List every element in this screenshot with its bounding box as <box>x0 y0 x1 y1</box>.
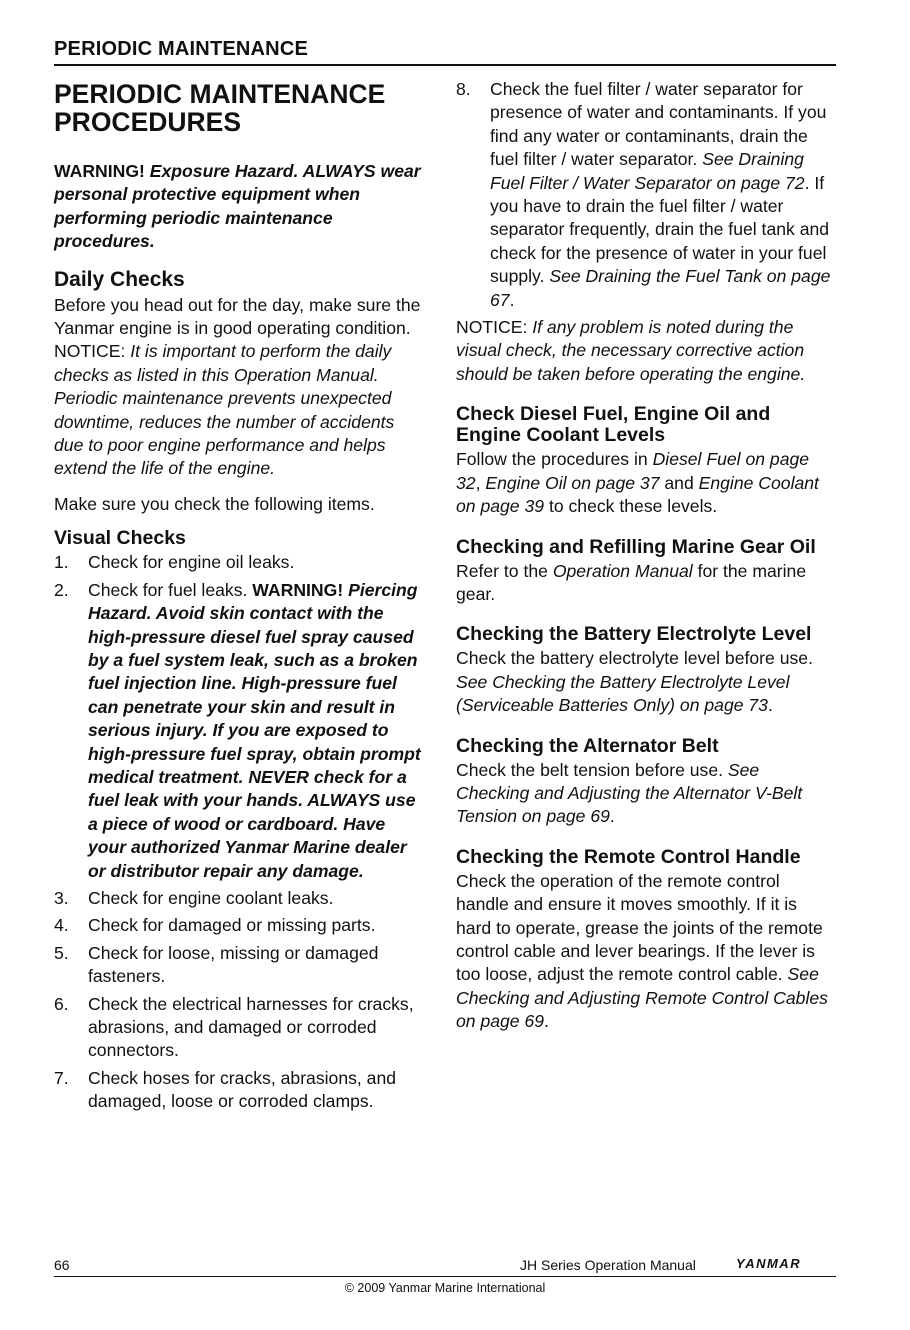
footer-divider <box>54 1276 836 1277</box>
piercing-warning-text: Piercing Hazard. Avoid skin contact with the high-pressure diesel fuel spray caused by a fuel system leak, such as a broken fuel injection line. High-pressure fuel can penetrate your skin and result in serious injury. If you are exposed to high-pressure fuel spray, obtain prompt medical treatment. NEVER check for a fuel leak with your hands. ALWAYS use a piece of wood or cardboard. Have your authorized Yanmar Marine dealer or distributor repair any damage. <box>88 579 421 881</box>
notice-text: If any problem is noted during the visual check, the necessary corrective action should be taken before operating the engine. <box>456 317 806 384</box>
item-text: Check the electrical harnesses for cracks, abrasions, and damaged or corroded connectors. <box>88 993 414 1061</box>
daily-checks-intro <box>54 294 426 481</box>
body-text: to check these levels. <box>544 496 718 517</box>
body-text: Refer to the <box>456 560 553 581</box>
notice-label: NOTICE: <box>456 317 528 338</box>
cross-reference-link[interactable]: See Draining the Fuel Tank on page 67 <box>490 266 831 310</box>
body-text: Check the battery electrolyte level before use. <box>456 648 813 669</box>
left-column <box>54 78 426 1118</box>
alternator-text <box>456 759 836 829</box>
item-number: 8. <box>456 79 471 99</box>
make-sure-text: Make sure you check the following items. <box>54 493 375 514</box>
battery-heading: Checking the Battery Electrolyte Level <box>456 623 812 646</box>
manual-title: JH Series Operation Manual <box>520 1257 696 1273</box>
item-number: 7. <box>54 1067 69 1088</box>
warning-text: Exposure Hazard. ALWAYS wear personal protective equipment when performing periodic maintenance procedures. <box>54 161 421 252</box>
piercing-warning-label: WARNING! <box>252 579 344 600</box>
item-text: Check for loose, missing or damaged fasteners. <box>88 942 379 987</box>
visual-checks-list <box>54 551 426 1113</box>
item-number: 6. <box>54 993 69 1014</box>
list-item <box>456 78 836 312</box>
item-number: 4. <box>54 915 69 936</box>
item-text: Check hoses for cracks, abrasions, and damaged, loose or corroded clamps. <box>88 1067 397 1112</box>
body-text: Check the belt tension before use. <box>456 759 728 780</box>
cross-reference-link[interactable]: Operation Manual <box>552 560 693 581</box>
item-text: . If you have to drain the fuel filter / water separator frequently, drain the fuel tank and check for the presence of water in your fuel supply. <box>490 172 830 287</box>
item-number: 1. <box>54 552 69 573</box>
body-text: Check the operation of the remote control handle and ensure it moves smoothly. If it is hard to operate, grease the joints of the remote control cable and lever bearings. If the lever is too loose, adjust the remote control cable. <box>456 870 823 985</box>
visual-notice <box>456 316 836 386</box>
item-number: 3. <box>54 887 69 908</box>
list-item <box>54 942 426 989</box>
cross-reference-link[interactable]: Engine Coolant on page 39 <box>456 472 819 517</box>
brand-logo: YANMAR <box>736 1256 802 1271</box>
item-text: Check for engine coolant leaks. <box>88 887 334 908</box>
item-text: Check the fuel filter / water separator for presence of water and contaminants. If you find any water or contaminants, drain the fuel filter / water separator. <box>490 79 827 170</box>
body-text: . <box>767 695 773 716</box>
item-number: 5. <box>54 942 69 963</box>
cross-reference-link[interactable]: See Checking the Battery Electrolyte Level (Serviceable Batteries Only) on page 73 <box>456 671 790 716</box>
cross-reference-link[interactable]: Engine Oil on page 37 <box>485 472 660 493</box>
visual-checks-list-continued <box>456 78 836 312</box>
visual-checks-heading: Visual Checks <box>54 527 186 550</box>
running-header: PERIODIC MAINTENANCE <box>54 38 836 66</box>
body-text: . <box>544 1011 549 1032</box>
page-title: PERIODIC MAINTENANCE PROCEDURES <box>54 79 386 137</box>
remote-control-text <box>456 870 836 1034</box>
remote-control-heading: Checking the Remote Control Handle <box>456 845 801 868</box>
page-number: 66 <box>54 1257 70 1273</box>
body-text: . <box>609 806 615 827</box>
diesel-heading: Check Diesel Fuel, Engine Oil and Engine Coolant Levels <box>456 403 771 447</box>
list-item <box>54 887 426 910</box>
diesel-text <box>456 448 836 518</box>
copyright: © 2009 Yanmar Marine International <box>344 1281 546 1295</box>
cross-reference-link[interactable]: Diesel Fuel on page 32 <box>456 449 810 493</box>
item-text: Check for fuel leaks. <box>88 579 248 600</box>
list-item <box>54 914 426 937</box>
exposure-warning <box>54 160 426 254</box>
item-text: . <box>509 289 515 310</box>
item-text: Check for engine oil leaks. <box>88 552 295 573</box>
list-item <box>54 551 426 574</box>
daily-intro-text: Before you head out for the day, make sure the Yanmar engine is in good operating condition. NOTICE: <box>54 294 421 362</box>
item-text: Check for damaged or missing parts. <box>88 915 376 936</box>
body-text: and <box>659 472 699 493</box>
item-number: 2. <box>54 579 69 600</box>
alternator-heading: Checking the Alternator Belt <box>456 734 719 757</box>
cross-reference-link[interactable]: See Draining Fuel Filter / Water Separator on page 72 <box>490 149 805 193</box>
right-column <box>456 78 836 1034</box>
warning-label: WARNING! <box>54 161 145 181</box>
list-item <box>54 1067 426 1114</box>
battery-text <box>456 647 836 717</box>
cross-reference-link[interactable]: See Checking and Adjusting Remote Control Cables on page 69 <box>456 964 828 1032</box>
body-text: , <box>475 472 486 493</box>
list-item <box>54 993 426 1063</box>
body-text: Follow the procedures in <box>456 449 653 470</box>
gear-oil-text <box>456 560 836 607</box>
gear-oil-heading: Checking and Refilling Marine Gear Oil <box>456 535 816 558</box>
daily-notice-text: It is important to perform the daily checks as listed in this Operation Manual. Periodic maintenance prevents unexpected downtime, reduces the number of accidents due to poor engine performance and helps extend the life of the engine. <box>54 341 395 479</box>
daily-checks-heading: Daily Checks <box>54 267 185 291</box>
cross-reference-link[interactable]: See Checking and Adjusting the Alternator V-Belt Tension on page 69 <box>456 759 803 827</box>
body-text: for the marine gear. <box>456 560 807 604</box>
list-item <box>54 579 426 883</box>
